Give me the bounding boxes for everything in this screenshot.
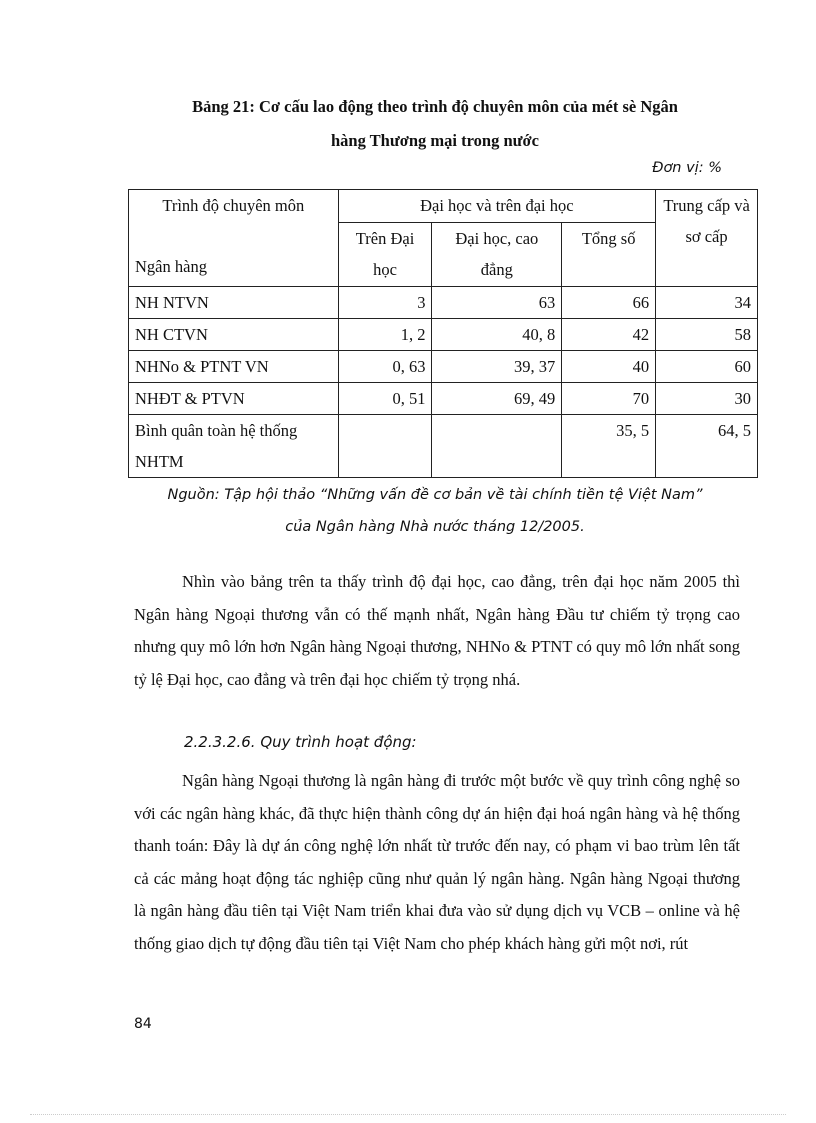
table-header-row-1 [129, 190, 758, 223]
cell-trung-cap: 60 [656, 351, 758, 383]
body-paragraph-2: Ngân hàng Ngoại thương là ngân hàng đi trước một bước về quy trình công nghệ so với các ngân hàng khác, đã thực hiện thành công dự án hiện đại hoá ngân hàng và hệ thống thanh toán: Đây là dự án công nghệ lớn nhất từ trước đến nay, có phạm vi bao trùm lên tất cả các mảng hoạt động tác nghiệp cũng như quản lý ngân hàng. Ngân hàng Ngoại thương là ngân hàng đầu tiên tại Việt Nam triển khai đưa vào sử dụng dịch vụ VCB – online và hệ thống giao dịch tự động đầu tiên tại Việt Nam cho phép khách hàng gửi một nơi, rút [134, 771, 740, 953]
cell-trung-cap: 34 [656, 287, 758, 319]
table-row [129, 319, 758, 351]
source-note-line-1: Nguồn: Tập hội thảo “Những vấn đề cơ bản về tài chính tiền tệ Việt Nam” [167, 487, 703, 503]
section-subheading: 2.2.3.2.6. Quy trình hoạt động: [184, 733, 417, 751]
cell-dai-hoc-cao-dang [432, 415, 562, 478]
cell-tren-dai-hoc: 1, 2 [338, 319, 432, 351]
table-title-line-1: Bảng 21: Cơ cấu lao động theo trình độ chuyên môn của mét sè Ngân [192, 97, 678, 116]
cell-tong-so: 35, 5 [562, 415, 656, 478]
header-trinh-do: Trình độ chuyên môn [162, 196, 305, 215]
cell-bank: NHĐT & PTVN [129, 383, 339, 415]
cell-bank: NH CTVN [129, 319, 339, 351]
header-tren-dai-hoc: Trên Đại học [338, 222, 432, 286]
header-dai-hoc-group: Đại học và trên đại học [338, 190, 656, 223]
header-tong-so: Tổng số [562, 222, 656, 286]
cell-tren-dai-hoc: 0, 51 [338, 383, 432, 415]
cell-dai-hoc-cao-dang: 40, 8 [432, 319, 562, 351]
cell-tong-so: 70 [562, 383, 656, 415]
cell-tong-so: 42 [562, 319, 656, 351]
source-note-line-2: của Ngân hàng Nhà nước tháng 12/2005. [285, 519, 585, 535]
cell-tong-so: 66 [562, 287, 656, 319]
cell-tong-so: 40 [562, 351, 656, 383]
header-diagonal-cell [129, 190, 339, 287]
cell-trung-cap: 64, 5 [656, 415, 758, 478]
cell-trung-cap: 58 [656, 319, 758, 351]
cell-tren-dai-hoc: 0, 63 [338, 351, 432, 383]
table-title-line-2: hàng Thương mại trong nước [330, 131, 539, 150]
table-row [129, 351, 758, 383]
cell-dai-hoc-cao-dang: 63 [432, 287, 562, 319]
body-paragraph-1: Nhìn vào bảng trên ta thấy trình độ đại học, cao đẳng, trên đại học năm 2005 thì Ngân hàng Ngoại thương vẫn có thế mạnh nhất, Ngân hàng Đầu tư chiếm tỷ trọng cao nhưng quy mô lớn hơn Ngân hàng Ngoại thương, NHNo & PTNT có quy mô lớn nhất song tỷ lệ Đại học, cao đẳng và trên đại học chiếm tỷ trọng nhá. [134, 572, 740, 689]
table-row [129, 383, 758, 415]
cell-bank: NHNo & PTNT VN [129, 351, 339, 383]
page-number: 84 [134, 1016, 152, 1032]
cell-tren-dai-hoc [338, 415, 432, 478]
unit-label: Đơn vị: % [652, 160, 722, 176]
table-row [129, 287, 758, 319]
cell-tren-dai-hoc: 3 [338, 287, 432, 319]
cell-bank: Bình quân toàn hệ thống NHTM [129, 415, 339, 478]
header-dai-hoc-cao-dang: Đại học, cao đẳng [432, 222, 562, 286]
cell-bank: NH NTVN [129, 287, 339, 319]
labor-structure-table [128, 189, 758, 478]
page-bottom-divider [30, 1114, 786, 1115]
cell-dai-hoc-cao-dang: 69, 49 [432, 383, 562, 415]
header-ngan-hang: Ngân hàng [135, 257, 207, 276]
header-trung-cap: Trung cấp và sơ cấp [656, 190, 758, 287]
cell-trung-cap: 30 [656, 383, 758, 415]
cell-dai-hoc-cao-dang: 39, 37 [432, 351, 562, 383]
table-row [129, 415, 758, 478]
